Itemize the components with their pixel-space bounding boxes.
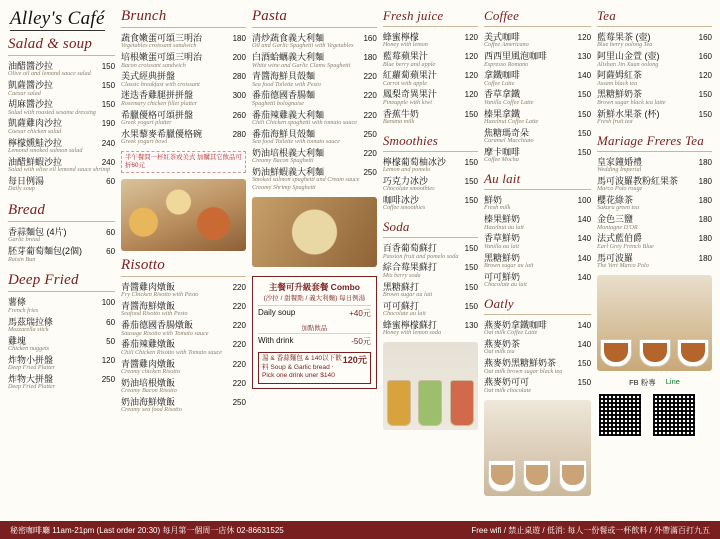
list-item[interactable]: 榛果拿鐵 150	[483, 108, 592, 119]
item-subtitle: Wedding Imperial	[597, 166, 642, 174]
item-subtitle: Deep Fried Platter	[8, 383, 56, 391]
list-item[interactable]: 香蕉牛奶 150	[382, 108, 478, 119]
section-title-au-lait: Au lait	[483, 171, 521, 187]
list-item[interactable]: 馬可波羅教粉紅果茶 180	[597, 175, 712, 186]
list-item[interactable]: 培根嫩蛋可頌三明治 200	[121, 52, 246, 63]
item-subtitle: Espresso Romano	[483, 60, 529, 68]
item-subtitle: Oat milk chocolate	[483, 386, 532, 394]
item-subtitle: Vanilla Coffee Latte	[483, 98, 534, 106]
combo-row-amount: +40元	[349, 309, 371, 319]
divider	[383, 151, 478, 152]
item-subtitle: Caramel Macchiato	[483, 137, 534, 145]
list-item[interactable]: 巧克力冰沙 150	[382, 175, 478, 186]
list-item[interactable]: 希臘優格可頌拼盤 260	[121, 109, 246, 120]
item-subtitle: Chocolate au lait	[483, 281, 527, 289]
item-subtitle: Caesar chicken salad	[8, 127, 62, 135]
combo-tag: 加點飲品	[301, 325, 328, 333]
column-brunch-risotto	[121, 6, 246, 519]
item-subtitle: Creamy Bacon Risotto	[121, 387, 177, 395]
divider	[383, 26, 478, 27]
item-subtitle: Fresh fruit tea	[597, 117, 633, 125]
section-title-coffee: Coffee	[483, 8, 520, 23]
list-item[interactable]: 胡麻醬沙拉 150	[8, 99, 116, 110]
tea-cups	[597, 275, 712, 371]
coffee-list	[484, 30, 591, 165]
item-subtitle: Marco Polo rouge	[597, 185, 643, 193]
list-item[interactable]: 香蒜麵包 (4片) 60	[8, 227, 116, 238]
list-item[interactable]: 每日例湯 60	[8, 175, 116, 186]
soda-list	[383, 241, 478, 338]
item-subtitle: Caesar salad	[8, 89, 41, 97]
list-item[interactable]: 藍莓果茶 (壺) 160	[597, 32, 712, 42]
tea-cup-icon	[600, 339, 632, 367]
item-subtitle: Creamy Bacon Spaghetti	[251, 157, 314, 165]
list-item[interactable]: 胚芽葡萄麵包(2個) 60	[8, 246, 116, 257]
juice-glass-icon	[450, 380, 474, 426]
item-subtitle: Coffee Americano	[483, 41, 529, 49]
facebook-qr-icon[interactable]	[597, 392, 643, 438]
item-subtitle: Blue berry and apple	[382, 60, 436, 68]
list-item[interactable]: 油醋醬沙拉 150	[8, 61, 116, 71]
combo-footer-text: 湯 & 香蒜麵包 & 140以下飲料 Soup & Garlic bread ‧ Pick one drink uner $140	[261, 355, 342, 380]
qr-codes	[597, 392, 712, 438]
item-subtitle: Spaghetti bolognaise	[251, 99, 305, 107]
list-item[interactable]: 焦糖瑪奇朵 150	[483, 127, 592, 138]
list-item[interactable]: 綜合莓果蘇打 150	[382, 262, 478, 273]
item-subtitle: Mix berry soda	[382, 271, 421, 279]
column-drinks	[383, 6, 478, 519]
item-subtitle: Seafood Risotto with Pesto	[121, 310, 188, 318]
tea-cup-icon	[677, 339, 709, 367]
list-item[interactable]: 奶油培根義大利麵 220	[251, 147, 377, 158]
list-item[interactable]: 阿里山金萱 (壺) 160	[597, 51, 712, 62]
deep-fried-list	[8, 295, 115, 392]
line-qr-icon[interactable]	[651, 392, 697, 438]
list-item[interactable]: 炸物大拼盤 250	[8, 374, 116, 385]
divider	[383, 237, 478, 238]
item-subtitle: Coffee Latte	[483, 79, 515, 87]
list-item[interactable]: 黑糖鮮奶 140	[483, 252, 592, 263]
item-subtitle: Oat milk tea	[483, 348, 515, 356]
line-label: Line	[665, 376, 680, 386]
section-title-soda: Soda	[382, 219, 410, 235]
item-subtitle: Mozzarella stick	[8, 325, 49, 333]
item-subtitle: Chili Chicken spaghetti with tomato sauce	[251, 118, 357, 126]
list-item[interactable]: 可可鮮奶 140	[483, 271, 592, 282]
column-tea	[597, 6, 712, 519]
item-subtitle: Greek yogurt platter	[121, 118, 172, 126]
juice-glass-icon	[387, 380, 411, 426]
social-labels	[597, 377, 712, 388]
item-subtitle: Alishan Jin Xuan oolong	[597, 60, 659, 68]
list-item[interactable]: 白酒蛤蠣義大利麵 180	[251, 52, 377, 63]
list-item[interactable]: 法式藍伯爵 180	[597, 233, 712, 244]
item-subtitle: Creamy Shrimp Spaghetti	[251, 184, 316, 192]
item-subtitle: Banana milk	[382, 117, 415, 125]
item-subtitle: Brown sugar black tea latte	[597, 98, 666, 106]
divider	[8, 221, 115, 222]
item-subtitle: White wine and Garlic Clams Spaghetti	[251, 61, 351, 69]
item-subtitle: Coffee smoothies	[382, 204, 426, 212]
item-subtitle: The Vert Marco Polo	[597, 261, 649, 269]
list-item[interactable]: 鮮奶 100	[483, 195, 592, 206]
divider	[8, 55, 115, 56]
item-subtitle: Bacon croissant sandwich	[121, 61, 186, 69]
item-subtitle: Deep Fried Platter	[8, 364, 56, 372]
item-subtitle: Vegetables croissant sandwich	[121, 42, 197, 50]
item-subtitle: Oil and Garlic Spaghetti with Vegetables	[251, 42, 354, 50]
column-coffee	[484, 6, 591, 519]
item-subtitle: Brown sugar au lait	[382, 290, 433, 298]
item-subtitle: Vanilla au lait	[483, 242, 520, 250]
footer-left-info: 秘密咖啡廳 11am-21pm (Last order 20:30) 每月第一個周一店休 02-86631525	[10, 525, 284, 535]
item-subtitle: Assam black tea	[597, 79, 638, 87]
list-item[interactable]: 可可蘇打 150	[382, 300, 478, 311]
divider	[121, 27, 246, 28]
list-item[interactable]: 蔬食嫩蛋可頌三明治 180	[121, 33, 246, 43]
section-title-smoothies: Smoothies	[382, 132, 439, 148]
section-title-bread: Bread	[8, 202, 46, 219]
list-item[interactable]: 奶油培根燉飯 220	[121, 377, 246, 388]
salad-list	[8, 59, 115, 194]
list-item[interactable]: 西西里風泡咖啡 130	[483, 51, 592, 62]
list-item[interactable]: 炸物小拼盤 120	[8, 354, 116, 365]
column-pasta-combo	[252, 6, 377, 519]
divider	[484, 189, 591, 190]
list-item[interactable]: 香草鮮奶 140	[483, 233, 592, 244]
divider	[484, 314, 591, 315]
item-subtitle: Oat milk Coffee Latte	[483, 329, 538, 337]
footer-bar	[0, 521, 720, 539]
item-subtitle: Honey with lemon	[382, 41, 428, 49]
column-salad-bread-fried	[8, 6, 115, 519]
list-item[interactable]: 皇家鐘婚禮 180	[597, 156, 712, 167]
divider	[484, 26, 591, 27]
list-item[interactable]: 番茄海鮮貝殼麵 250	[251, 128, 377, 139]
list-item[interactable]: 榛果鮮奶 140	[483, 214, 592, 225]
list-item[interactable]: 油醋鮮蝦沙拉 240	[8, 156, 116, 167]
coffee-cup-icon	[559, 460, 587, 492]
section-title-oatly: Oatly	[483, 295, 514, 311]
list-item[interactable]: 蜂蜜檸檬蘇打 130	[382, 319, 478, 330]
item-subtitle: Honey with lemon soda	[382, 329, 442, 337]
item-subtitle: Creamy sea food Risotto	[121, 406, 182, 414]
pasta-list	[252, 31, 377, 193]
section-title-brunch: Brunch	[121, 8, 167, 24]
combo-row[interactable]	[258, 333, 371, 349]
list-item[interactable]: 馬茲瑞拉條 60	[8, 316, 116, 327]
smoothies-list	[383, 155, 478, 213]
list-item[interactable]: 青醬海鮮貝殼麵 220	[251, 71, 377, 82]
list-item[interactable]: 燕麥奶拿鐵咖啡 140	[483, 319, 592, 330]
item-subtitle: Classic breakfast with croissant	[121, 80, 200, 88]
list-item[interactable]: 迷迭香雞腿拼拼盤 300	[121, 90, 246, 101]
item-subtitle: Fresh milk	[483, 204, 511, 212]
item-subtitle: Fry Chicken Risotto with Pesto	[121, 291, 199, 299]
combo-row[interactable]	[258, 305, 371, 321]
item-subtitle: Rosemary chicken fillet platter	[121, 99, 198, 107]
list-item[interactable]: 番茄德國香腸麵 220	[251, 90, 377, 101]
list-item[interactable]: 番茄辣雞燉飯 220	[121, 339, 246, 350]
brunch-photo	[121, 179, 246, 251]
list-item[interactable]: 燕麥奶茶 140	[483, 339, 592, 350]
list-item[interactable]: 奶油海鮮燉飯 250	[121, 396, 246, 407]
item-subtitle: Carrot with apple	[382, 79, 427, 87]
item-subtitle: Passion fruit and pomelo soda	[382, 252, 459, 260]
footer-right-info: Free wifi / 禁止桌遊 / 低消: 每人一份餐或一杯飲料 / 外帶滿百打九五	[471, 525, 710, 535]
item-subtitle: French fries	[8, 306, 39, 314]
brunch-promo-note: 半午餐問一杯紅茶或美式 加購其它飲品可折60元	[121, 151, 246, 173]
list-item[interactable]: 青醬海鮮燉飯 220	[121, 301, 246, 312]
section-title-mariage-freres: Mariage Freres Tea	[597, 132, 704, 148]
list-item[interactable]: 阿薩姆紅茶 120	[597, 70, 712, 81]
item-subtitle: Chocolate smoothies	[382, 185, 435, 193]
list-item[interactable]: 凱薩醬沙拉 150	[8, 80, 116, 91]
facebook-label: FB 粉專	[629, 377, 656, 387]
list-item[interactable]: 番茄德國香腸燉飯 220	[121, 320, 246, 331]
list-item[interactable]: 水果藜麥希臘優格碗 280	[121, 128, 246, 139]
combo-heading: 主餐可升級套餐 Combo	[268, 282, 360, 293]
list-item[interactable]: 美式經典拼盤 280	[121, 71, 246, 82]
section-title-pasta: Pasta	[251, 8, 288, 24]
list-item[interactable]: 拿鐵咖啡 140	[483, 70, 592, 81]
item-subtitle: Coffee Mocha	[483, 156, 519, 164]
coffee-cups	[484, 400, 591, 496]
item-subtitle: Lemon and pomelo	[382, 166, 431, 174]
item-subtitle: Garlic bread	[8, 236, 40, 244]
list-item[interactable]: 藍莓蘋果汁 120	[382, 51, 478, 62]
section-title-risotto: Risotto	[121, 256, 165, 273]
combo-row-amount: -50元	[351, 337, 371, 347]
list-item[interactable]: 青醬雞肉燉飯 220	[121, 281, 246, 292]
coffee-photo	[484, 400, 591, 496]
divider	[597, 26, 712, 27]
list-item[interactable]: 美式咖啡 120	[483, 32, 592, 42]
list-item[interactable]: 奶油鮮蝦義大利麵 250	[251, 167, 377, 178]
section-title-tea: Tea	[597, 8, 616, 23]
item-subtitle: Creamy chicken Risotto	[121, 367, 180, 375]
item-subtitle: Brown sugar au lait	[483, 261, 534, 269]
item-subtitle: Chocolate au lait	[382, 310, 426, 318]
tea-photo	[597, 275, 712, 371]
item-subtitle: Salad with olive oil lemond sauce shrimp	[8, 166, 111, 174]
list-item[interactable]: 檸檬葡萄柚冰沙 150	[382, 156, 478, 167]
item-subtitle: Earl Grey French Blue	[597, 242, 654, 250]
list-item[interactable]: 清炒蔬食義大利麵 160	[251, 33, 377, 43]
item-subtitle: Hazelnut Coffee Latte	[483, 117, 539, 125]
combo-subheading: (沙拉 / 甜餐點 / 義大利麵) 每日例湯	[263, 295, 366, 303]
item-subtitle: Sausage Risotto with Tomato sauce	[121, 329, 209, 337]
list-item[interactable]: 鳳梨奇異果汁 120	[382, 89, 478, 100]
tea-list	[597, 30, 712, 127]
list-item[interactable]: 薯條 100	[8, 297, 116, 308]
combo-row-label: Daily soup	[257, 308, 296, 318]
section-title-fresh-juice: Fresh juice	[382, 8, 444, 23]
item-subtitle: Lemond smoked salmon salad	[8, 146, 83, 154]
list-item[interactable]: 咖啡冰沙 150	[382, 195, 478, 206]
item-subtitle: Sea food Toilette with Pesto	[251, 80, 321, 88]
coffee-cup-icon	[523, 460, 551, 492]
list-item[interactable]: 香草拿鐵 150	[483, 89, 592, 100]
juice-glasses	[383, 342, 478, 430]
list-item[interactable]: 番茄辣雞義大利麵 220	[251, 109, 377, 120]
item-subtitle: Raisin Bun	[8, 255, 36, 263]
list-item[interactable]: 新鮮水果茶 (杯) 150	[597, 108, 712, 119]
divider	[252, 27, 377, 28]
section-title-salad: Salad & soup	[8, 36, 93, 52]
divider	[597, 151, 712, 152]
list-item[interactable]: 蜂蜜檸檬 120	[382, 32, 478, 42]
brunch-list	[121, 31, 246, 147]
coffee-cup-icon	[488, 460, 516, 492]
list-item[interactable]: 金色三鹽 180	[597, 214, 712, 225]
tea-cup-icon	[639, 339, 671, 367]
item-subtitle: Sakura green tea	[597, 204, 640, 212]
juice-glass-icon	[418, 380, 442, 426]
item-subtitle: Daily soup	[8, 185, 35, 193]
section-title-deep-fried: Deep Fried	[8, 272, 79, 289]
item-subtitle: Montagne D'OR	[597, 223, 638, 231]
list-item[interactable]: 紅蘿蔔蘋果汁 120	[382, 70, 478, 81]
combo-box	[252, 276, 377, 389]
mariage-list	[597, 155, 712, 271]
item-subtitle: Blue berry oolong Tea	[597, 41, 653, 49]
item-subtitle: Sea food Toilette with tomato sauce	[251, 138, 340, 146]
item-subtitle: Olive oil and lemond sauce salad	[8, 70, 91, 78]
divider	[121, 276, 246, 277]
list-item[interactable]: 青醬雞肉燉飯 220	[121, 358, 246, 369]
item-subtitle: Greek yogurt bowl	[121, 138, 168, 146]
juice-photo	[383, 342, 478, 430]
pasta-photo	[252, 197, 377, 267]
divider	[8, 291, 115, 292]
list-item[interactable]: 燕麥奶可可 150	[483, 377, 592, 388]
bread-list	[8, 225, 115, 264]
item-subtitle: Chili Chicken Risotto with Tomato sauce	[121, 348, 223, 356]
item-subtitle: Salad with roasted sesame dressing	[8, 108, 96, 116]
oatly-list	[484, 318, 591, 396]
list-item[interactable]: 燕麥奶黑糖鮮奶茶 150	[483, 358, 592, 369]
list-item[interactable]: 黑糖蘇打 150	[382, 281, 478, 292]
fresh-juice-list	[383, 30, 478, 127]
item-subtitle: Smoked salmon spaghetti and Cream sauce	[251, 176, 360, 184]
list-item[interactable]: 櫻花綠茶 180	[597, 195, 712, 206]
list-item[interactable]: 黑糖鮮奶茶 150	[597, 89, 712, 100]
list-item[interactable]: 馬可波羅 180	[597, 252, 712, 263]
risotto-list	[121, 280, 246, 415]
au-lait-list	[484, 193, 591, 290]
item-subtitle: Pineapple with kiwi	[382, 98, 432, 106]
list-item[interactable]: 摩卡咖啡 150	[483, 146, 592, 157]
list-item[interactable]: 檸檬燻鮭沙拉 240	[8, 137, 116, 148]
item-subtitle: Oat milk brown sugar black tea	[483, 367, 563, 375]
combo-footer-price: 120元	[342, 355, 367, 366]
item-subtitle: Hazelnut au lait	[483, 223, 524, 231]
list-item[interactable]: 百香葡萄蘇打 150	[382, 243, 478, 254]
list-item[interactable]: 雞塊 50	[8, 335, 116, 346]
combo-row-label: With drink	[257, 336, 294, 346]
list-item[interactable]: 凱薩雞肉沙拉 190	[8, 118, 116, 129]
combo-footer	[258, 352, 371, 384]
brand-logo: Alley's Café	[10, 8, 105, 29]
item-subtitle: Chicken nuggets	[8, 345, 50, 353]
